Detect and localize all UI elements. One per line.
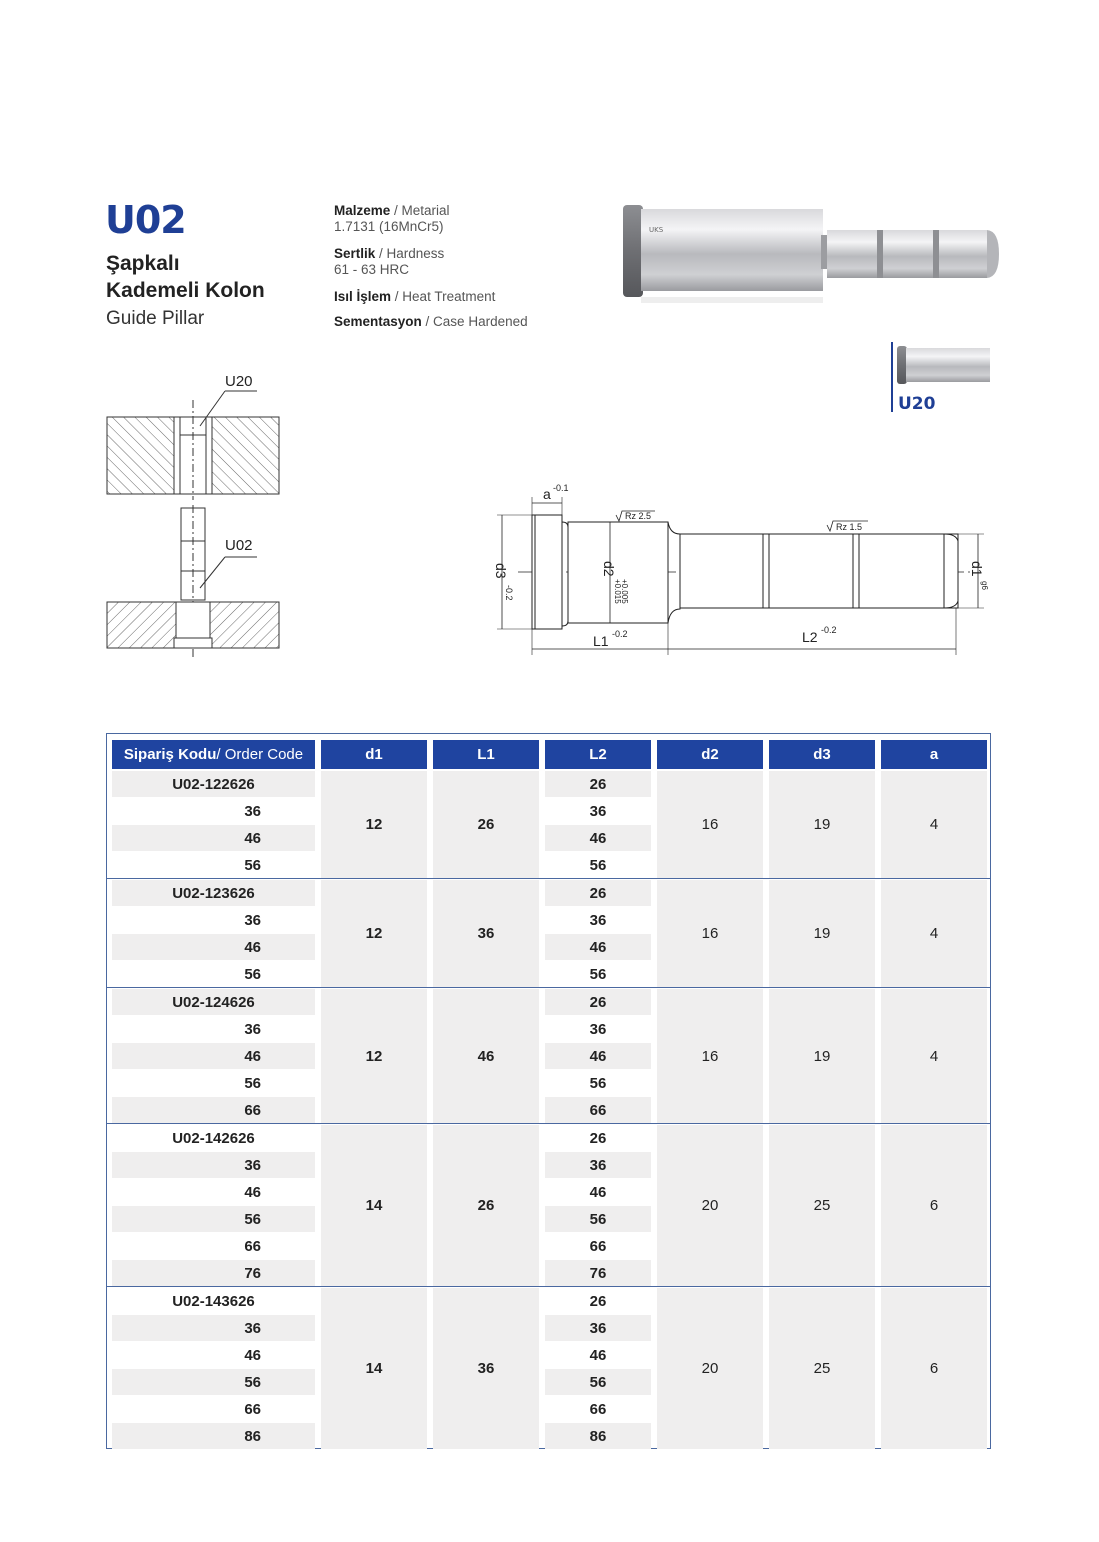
guide-pillar-photo: [615, 205, 1025, 305]
a-value: 6: [881, 1288, 987, 1449]
L2-value: 36: [589, 802, 607, 820]
L2-value: 76: [545, 1260, 651, 1286]
L2-value: 56: [545, 1369, 651, 1395]
L2-value: 26: [545, 771, 651, 797]
order-code-suffix: 46: [112, 825, 315, 851]
d1-value: 12: [321, 771, 427, 878]
order-code-suffix: 76: [112, 1260, 315, 1286]
order-code-suffix: 56: [244, 1074, 261, 1092]
dim-d3: d3: [493, 563, 509, 579]
d3-value: 19: [769, 989, 875, 1123]
order-code-suffix: 36: [244, 1020, 261, 1038]
d1-value: 12: [321, 989, 427, 1123]
dim-d1-tol: g6: [980, 581, 989, 590]
order-code-suffix: 46: [244, 1183, 261, 1201]
header-order-code-tr: Sipariş Kodu: [123, 746, 217, 763]
L2-value: 26: [545, 989, 651, 1015]
L2-value: 56: [589, 965, 607, 983]
roughness-rz15: Rz 1.5: [836, 522, 863, 532]
dim-a: a: [543, 486, 551, 502]
header-d1: d1: [321, 740, 427, 769]
d3-value: 25: [769, 1125, 875, 1286]
d2-value: 16: [657, 989, 763, 1123]
order-code-suffix: 36: [244, 911, 261, 929]
L2-value: 46: [589, 1183, 607, 1201]
order-code-suffix: 56: [112, 1369, 315, 1395]
order-code: U02-142626: [172, 1129, 255, 1147]
table-group: [107, 1125, 990, 1287]
order-code-suffix: 66: [244, 1237, 261, 1255]
d3-value: 19: [769, 771, 875, 878]
L2-value: 46: [545, 1043, 651, 1069]
dim-d2-tol-lower: +0.005: [620, 579, 629, 604]
order-code-suffix: 66: [244, 1400, 261, 1418]
L2-value: 56: [545, 1206, 651, 1232]
L2-value: 26: [589, 1292, 607, 1310]
L2-value: 46: [589, 1346, 607, 1364]
spec-label: Sementasyon: [334, 314, 422, 329]
header-a: a: [881, 740, 987, 769]
order-code-suffix: 56: [244, 965, 261, 983]
d1-value: 12: [321, 880, 427, 987]
L2-value: 36: [545, 1152, 651, 1178]
spec-label: Sertlik: [334, 246, 376, 261]
product-name-tr-line1: Şapkalı: [106, 252, 180, 275]
product-code: U02: [105, 198, 186, 242]
order-code-suffix: 46: [112, 934, 315, 960]
L2-value: 26: [545, 880, 651, 906]
diagram-label-u20: U20: [225, 373, 253, 390]
a-value: 4: [881, 989, 987, 1123]
group-divider: [107, 1286, 990, 1287]
group-divider: [107, 878, 990, 879]
dim-L1-tol: -0.2: [612, 629, 628, 639]
order-code-table: [106, 733, 991, 1449]
table-group: [107, 989, 990, 1124]
L1-value: 46: [433, 989, 539, 1123]
header-L2: L2: [545, 740, 651, 769]
spec-label-en: / Hardness: [375, 246, 445, 261]
L2-value: 66: [545, 1097, 651, 1123]
product-name-tr: [106, 250, 265, 304]
L2-value: 46: [545, 934, 651, 960]
order-code: U02-124626: [112, 989, 315, 1015]
d2-value: 20: [657, 1125, 763, 1286]
spec-case-hardened: [334, 314, 528, 330]
L1-value: 26: [433, 1125, 539, 1286]
dim-L1: L1: [593, 633, 609, 649]
L1-value: 26: [433, 771, 539, 878]
L2-value: 36: [545, 1315, 651, 1341]
product-name-tr-line2: Kademeli Kolon: [106, 279, 265, 302]
L2-value: 36: [589, 911, 607, 929]
order-code-suffix: 46: [244, 1346, 261, 1364]
spec-label: Malzeme: [334, 203, 391, 218]
dim-d2-tol-upper: +0.015: [613, 579, 622, 604]
diagram-label-u02: U02: [225, 537, 253, 554]
spec-hardness: [334, 246, 444, 278]
L2-value: 26: [589, 1129, 607, 1147]
order-code-suffix: 86: [112, 1423, 315, 1449]
a-value: 4: [881, 771, 987, 878]
header-d3: d3: [769, 740, 875, 769]
L2-value: 36: [589, 1020, 607, 1038]
spec-heat-treatment: [334, 289, 495, 305]
L2-value: 56: [589, 1074, 607, 1092]
d3-value: 19: [769, 880, 875, 987]
dim-L2-tol: -0.2: [821, 625, 837, 635]
order-code-suffix: 36: [244, 802, 261, 820]
order-code-suffix: 56: [112, 1206, 315, 1232]
d1-value: 14: [321, 1288, 427, 1449]
order-code-suffix: 66: [112, 1097, 315, 1123]
L1-value: 36: [433, 880, 539, 987]
dim-a-tol: -0.1: [553, 483, 569, 493]
spec-label: Isıl İşlem: [334, 289, 392, 304]
order-code-suffix: 46: [112, 1043, 315, 1069]
related-divider: [891, 342, 893, 412]
dim-d1: d1: [969, 561, 985, 577]
dim-d2: d2: [601, 561, 617, 577]
product-name-en: Guide Pillar: [106, 308, 205, 329]
dim-d3-tol: -0.2: [504, 585, 514, 601]
table-group: [107, 1288, 990, 1450]
L2-value: 46: [545, 825, 651, 851]
order-code: U02-143626: [172, 1292, 255, 1310]
related-product-label[interactable]: U20: [898, 394, 936, 414]
order-code-suffix: 56: [244, 856, 261, 874]
order-code-suffix: 36: [112, 1315, 315, 1341]
L2-value: 66: [589, 1237, 607, 1255]
header-d2: d2: [657, 740, 763, 769]
header-order-code-en: / Order Code: [216, 746, 304, 763]
u20-bushing-photo: [897, 344, 993, 386]
order-code-suffix: 36: [112, 1152, 315, 1178]
technical-drawing: [490, 475, 1000, 660]
spec-material: [334, 203, 450, 235]
group-divider: [107, 1123, 990, 1124]
header-order-code: [112, 740, 315, 769]
order-code: U02-123626: [112, 880, 315, 906]
L1-value: 36: [433, 1288, 539, 1449]
dim-L2: L2: [802, 629, 818, 645]
table-group: [107, 880, 990, 988]
d2-value: 16: [657, 880, 763, 987]
svg-text:UKS: UKS: [649, 226, 664, 234]
order-code: U02-122626: [112, 771, 315, 797]
d2-value: 16: [657, 771, 763, 878]
L2-value: 66: [589, 1400, 607, 1418]
spec-label-en: / Case Hardened: [421, 314, 528, 329]
spec-value: 61 - 63 HRC: [334, 262, 410, 277]
group-divider: [107, 987, 990, 988]
a-value: 6: [881, 1125, 987, 1286]
header-L1: L1: [433, 740, 539, 769]
spec-label-en: / Heat Treatment: [391, 289, 496, 304]
spec-value: 1.7131 (16MnCr5): [334, 219, 444, 234]
assembly-diagram: [100, 360, 290, 660]
d2-value: 20: [657, 1288, 763, 1449]
L2-value: 56: [589, 856, 607, 874]
spec-label-en: / Metarial: [390, 203, 450, 218]
L2-value: 86: [545, 1423, 651, 1449]
a-value: 4: [881, 880, 987, 987]
table-group: [107, 771, 990, 879]
d3-value: 25: [769, 1288, 875, 1449]
d1-value: 14: [321, 1125, 427, 1286]
roughness-rz25: Rz 2.5: [625, 511, 652, 521]
